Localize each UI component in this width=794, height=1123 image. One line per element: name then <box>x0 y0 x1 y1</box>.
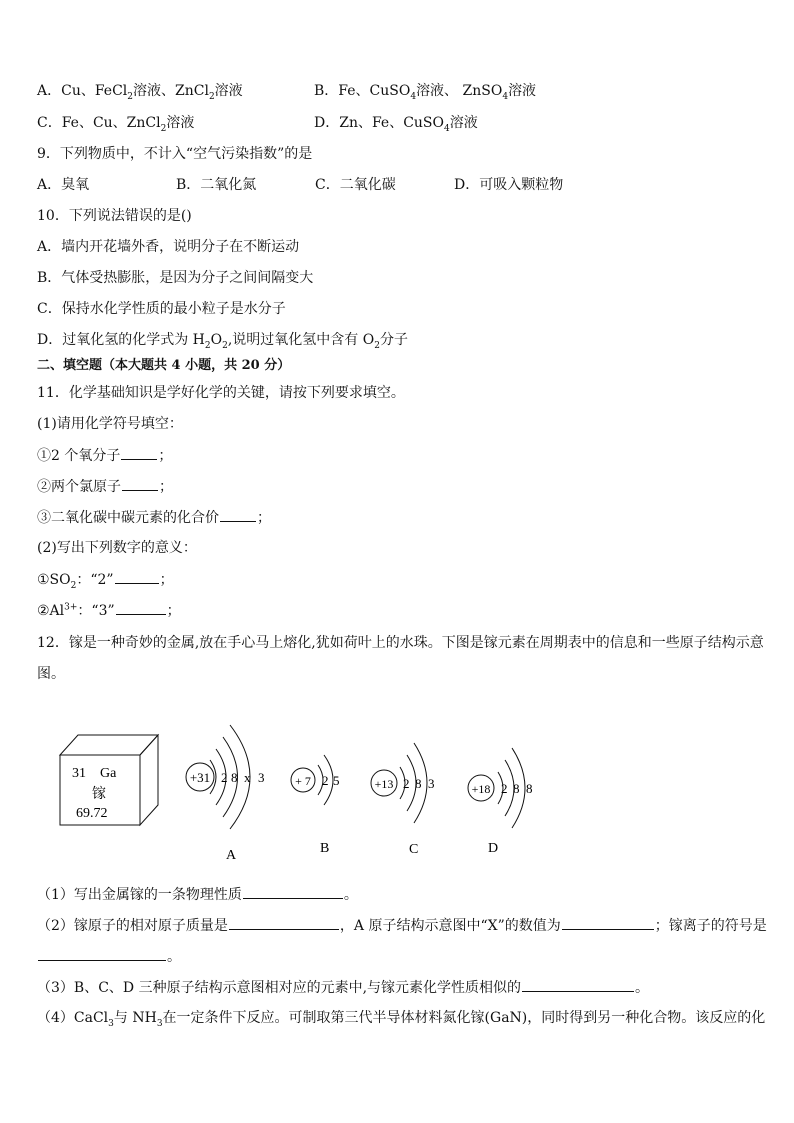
answer-blank[interactable] <box>116 600 166 615</box>
q11-part2: (2)写出下列数字的意义： <box>37 540 197 556</box>
q12-stem-cont: 图。 <box>37 666 65 682</box>
q8-option-d: D．Zn、Fe、CuSO$_4$溶液 <box>314 115 478 134</box>
answer-blank[interactable] <box>38 946 166 961</box>
atom-b-shell-2: 5 <box>333 773 340 788</box>
atom-d-shell-2: 8 <box>513 781 520 796</box>
q9-option-d: D．可吸入颗粒物 <box>454 177 564 193</box>
figure-svg <box>0 705 794 875</box>
atom-b-charge: + 7 <box>295 774 311 788</box>
atom-c-diagram <box>371 743 435 857</box>
q12-stem: 12．镓是一种奇妙的金属,放在手心马上熔化,犹如荷叶上的水珠。下图是镓元素在周期表中的信息和一些原子结构示意 <box>37 635 764 651</box>
q9-stem: 9．下列物质中，不计入“空气污染指数”的是 <box>37 146 313 162</box>
q10-option-b: B．气体受热膨胀，是因为分子之间间隔变大 <box>37 270 314 286</box>
answer-blank[interactable] <box>121 445 157 460</box>
q11-meaning1: $①SO_2$：“2” ； <box>37 569 174 590</box>
atom-b-label: B <box>320 841 330 856</box>
q11-stem: 11．化学基础知识是学好化学的关键，请按下列要求填空。 <box>37 385 405 401</box>
q12-sub3: （3）B、C、D 三种原子结构示意图相对应的元素中,与镓元素化学性质相似的 。 <box>37 977 649 998</box>
q8-option-c: C．Fe、Cu、ZnCl$_2$溶液 <box>37 115 195 134</box>
atom-a-shell-4: 3 <box>258 770 265 785</box>
atom-b-diagram <box>291 755 340 856</box>
answer-blank[interactable] <box>220 507 256 522</box>
atom-d-shell-1: 2 <box>501 781 508 796</box>
q11-item2: ②两个氯原子 ； <box>37 476 173 497</box>
atom-d-label: D <box>488 841 499 856</box>
answer-blank[interactable] <box>229 915 339 930</box>
answer-blank[interactable] <box>115 569 159 584</box>
q11-part1: (1)请用化学符号填空： <box>37 416 183 432</box>
q8-option-b: B．Fe、CuSO$_4$溶液、 ZnSO$_4$溶液 <box>314 83 537 102</box>
atom-d-shell-3: 8 <box>526 781 533 796</box>
element-symbol: Ga <box>100 766 117 781</box>
atom-a-shell-2: 8 <box>231 770 238 785</box>
q11-item1: ①2 个氧分子 ； <box>37 445 172 466</box>
atom-b-shell-1: 2 <box>322 773 329 788</box>
q8-option-a: A．Cu、FeCl$_2$溶液、ZnCl$_2$溶液 <box>37 83 243 102</box>
section-heading: 二、填空题（本大题共 4 小题，共 20 分） <box>37 358 291 373</box>
atom-c-charge: +13 <box>374 777 394 791</box>
answer-blank[interactable] <box>243 884 343 899</box>
atom-c-shell-1: 2 <box>403 776 410 791</box>
atom-c-label: C <box>409 842 419 857</box>
q9-options <box>37 175 563 195</box>
q10-option-c: C．保持水化学性质的最小粒子是水分子 <box>37 301 286 317</box>
atom-a-label: A <box>226 848 237 863</box>
q12-sub2-cont: 。 <box>37 946 181 967</box>
atomic-structure-figure <box>0 705 794 875</box>
q10-option-d: D．过氧化氢的化学式为 $H_2O_2$,说明过氧化氢中含有 $O_2$分子 <box>37 332 408 351</box>
element-name: 镓 <box>92 787 106 802</box>
atom-d-diagram <box>468 748 533 856</box>
q12-sub1: （1）写出金属镓的一条物理性质 。 <box>37 884 358 905</box>
q12-sub4: （4）CaCl$_3$与 $NH_3$在一定条件下反应。可制取第三代半导体材料氮化镓(GaN)，同时得到另一种化合物。该反应的化 <box>37 1010 766 1029</box>
q11-meaning2: $②Al^{3+}$：“3” ； <box>37 600 181 621</box>
q9-option-b: B．二氧化氮 <box>176 177 257 193</box>
q11-item3: ③二氧化碳中碳元素的化合价 ； <box>37 507 271 528</box>
atom-a-shell-3: x <box>244 770 251 785</box>
q10-stem: 10．下列说法错误的是() <box>37 208 192 224</box>
atom-a-shell-1: 2 <box>221 770 228 785</box>
atom-c-shell-3: 3 <box>428 776 435 791</box>
atom-a-diagram <box>186 725 265 863</box>
q9-option-c: C．二氧化碳 <box>315 177 396 193</box>
q12-sub2: （2）镓原子的相对原子质量是 ，A 原子结构示意图中“X”的数值为 ；镓离子的符号是 <box>37 915 767 936</box>
answer-blank[interactable] <box>562 915 654 930</box>
atom-a-charge: +31 <box>189 770 211 785</box>
answer-blank[interactable] <box>122 476 158 491</box>
q9-option-a: A．臭氧 <box>37 177 90 193</box>
atom-c-shell-2: 8 <box>415 776 422 791</box>
atom-d-charge: +18 <box>471 782 491 796</box>
element-mass: 69.72 <box>76 806 108 821</box>
q10-option-a: A．墙内开花墙外香，说明分子在不断运动 <box>37 239 300 255</box>
answer-blank[interactable] <box>522 977 634 992</box>
element-number: 31 <box>72 766 86 781</box>
